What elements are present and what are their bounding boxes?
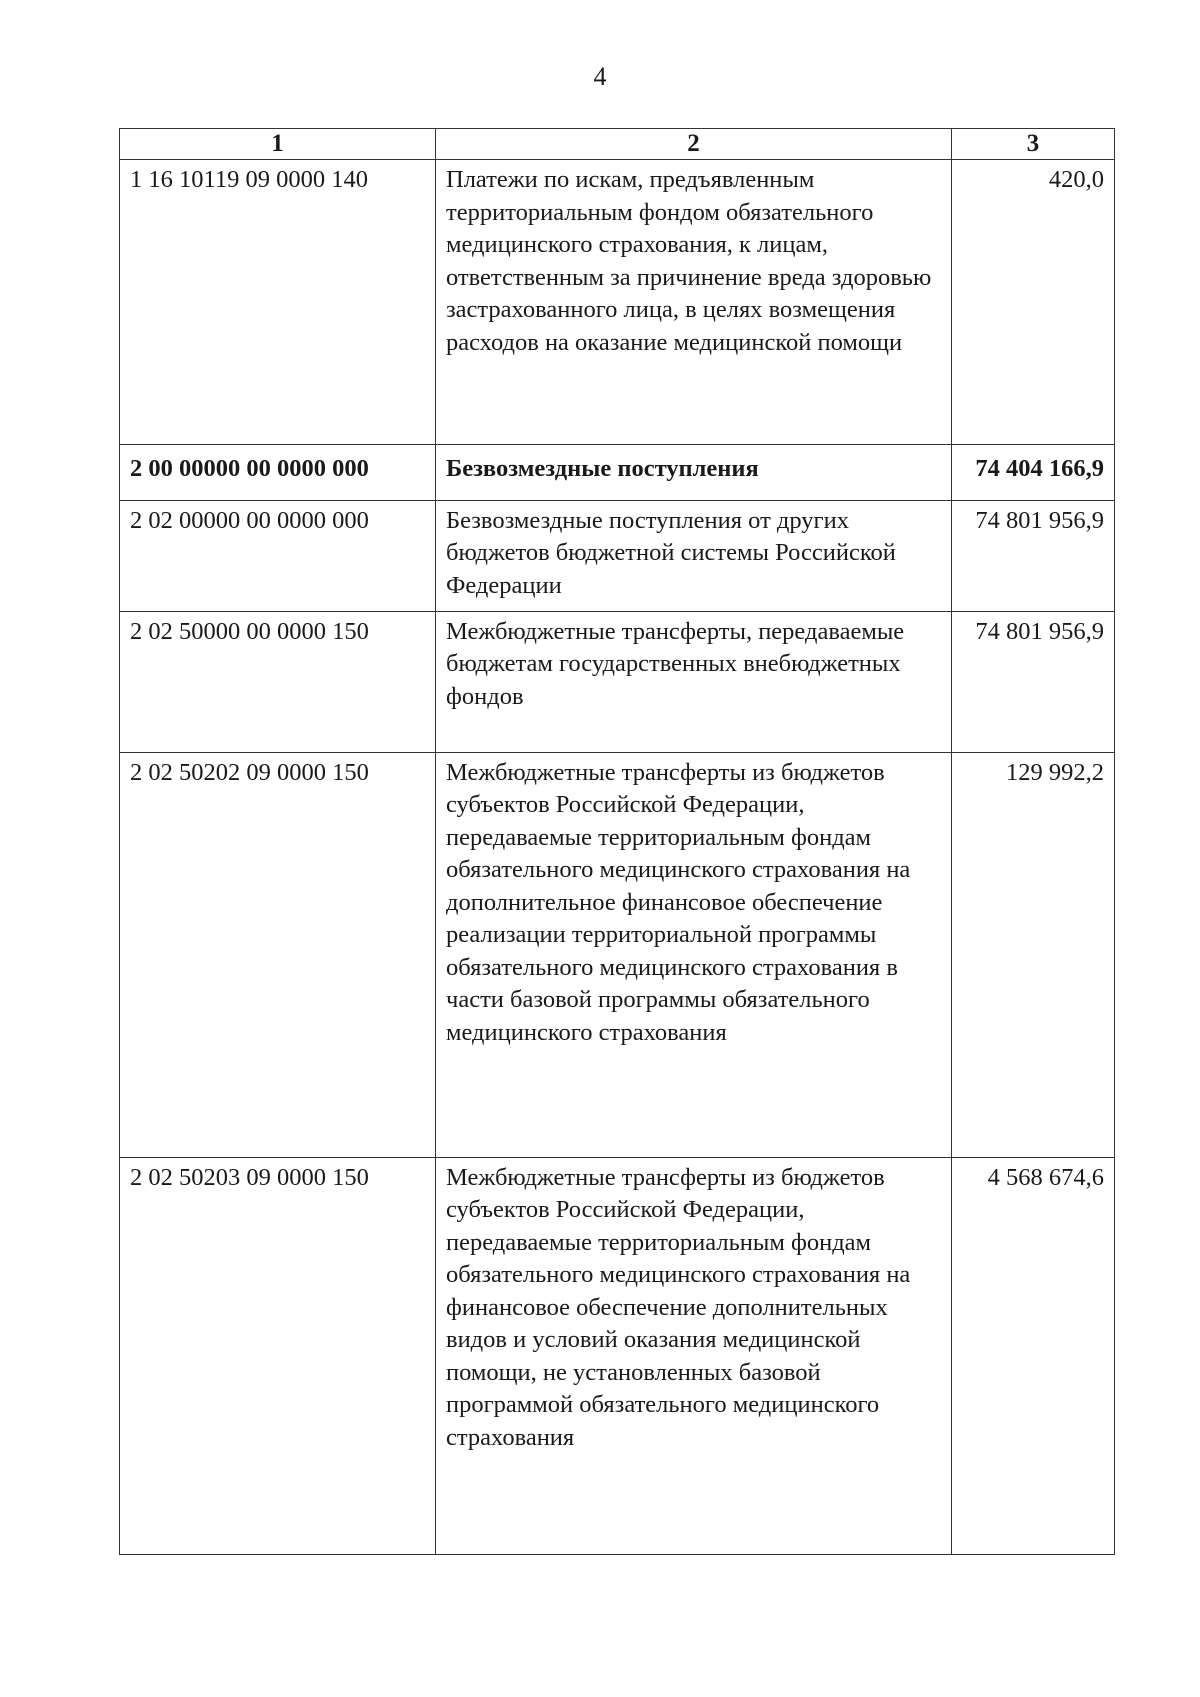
column-header-2: 2 [436, 129, 952, 160]
table-header-row [120, 129, 1115, 160]
amount-cell: 420,0 [952, 160, 1115, 445]
budget-code-cell: 2 02 50203 09 0000 150 [120, 1157, 436, 1554]
table-row [120, 500, 1115, 611]
revenue-name-cell: Платежи по искам, предъявленным территориальным фондом обязательного медицинского страхования, к лицам, ответственным за причинение вреда здоровью застрахованного лица, в целях возмещения расходов на оказание медицинской помощи [436, 160, 952, 445]
table-row [120, 752, 1115, 1157]
revenue-table [119, 128, 1115, 1555]
page-number: 4 [593, 62, 607, 91]
revenue-name-cell: Безвозмездные поступления от других бюджетов бюджетной системы Российской Федерации [436, 500, 952, 611]
table-row [120, 160, 1115, 445]
column-header-1: 1 [120, 129, 436, 160]
amount-cell: 129 992,2 [952, 752, 1115, 1157]
amount-cell: 4 568 674,6 [952, 1157, 1115, 1554]
amount-cell: 74 404 166,9 [952, 445, 1115, 501]
table-row [120, 1157, 1115, 1554]
revenue-name-cell: Безвозмездные поступления [436, 445, 952, 501]
budget-code-cell: 1 16 10119 09 0000 140 [120, 160, 436, 445]
revenue-name-cell: Межбюджетные трансферты из бюджетов субъектов Российской Федерации, передаваемые территориальным фондам обязательного медицинского страхования на дополнительное финансовое обеспечение реализации территориальной программы обязательного медицинского страхования в части базовой программы обязательного медицинского страхования [436, 752, 952, 1157]
table-row [120, 611, 1115, 752]
revenue-name-cell: Межбюджетные трансферты из бюджетов субъектов Российской Федерации, передаваемые территориальным фондам обязательного медицинского страхования на финансовое обеспечение дополнительных видов и условий оказания медицинской помощи, не установленных базовой программой обязательного медицинского страхования [436, 1157, 952, 1554]
column-header-3: 3 [952, 129, 1115, 160]
table-row [120, 445, 1115, 501]
amount-cell: 74 801 956,9 [952, 500, 1115, 611]
budget-code-cell: 2 02 50202 09 0000 150 [120, 752, 436, 1157]
amount-cell: 74 801 956,9 [952, 611, 1115, 752]
budget-code-cell: 2 00 00000 00 0000 000 [120, 445, 436, 501]
budget-code-cell: 2 02 50000 00 0000 150 [120, 611, 436, 752]
budget-code-cell: 2 02 00000 00 0000 000 [120, 500, 436, 611]
revenue-name-cell: Межбюджетные трансферты, передаваемые бюджетам государственных внебюджетных фондов [436, 611, 952, 752]
